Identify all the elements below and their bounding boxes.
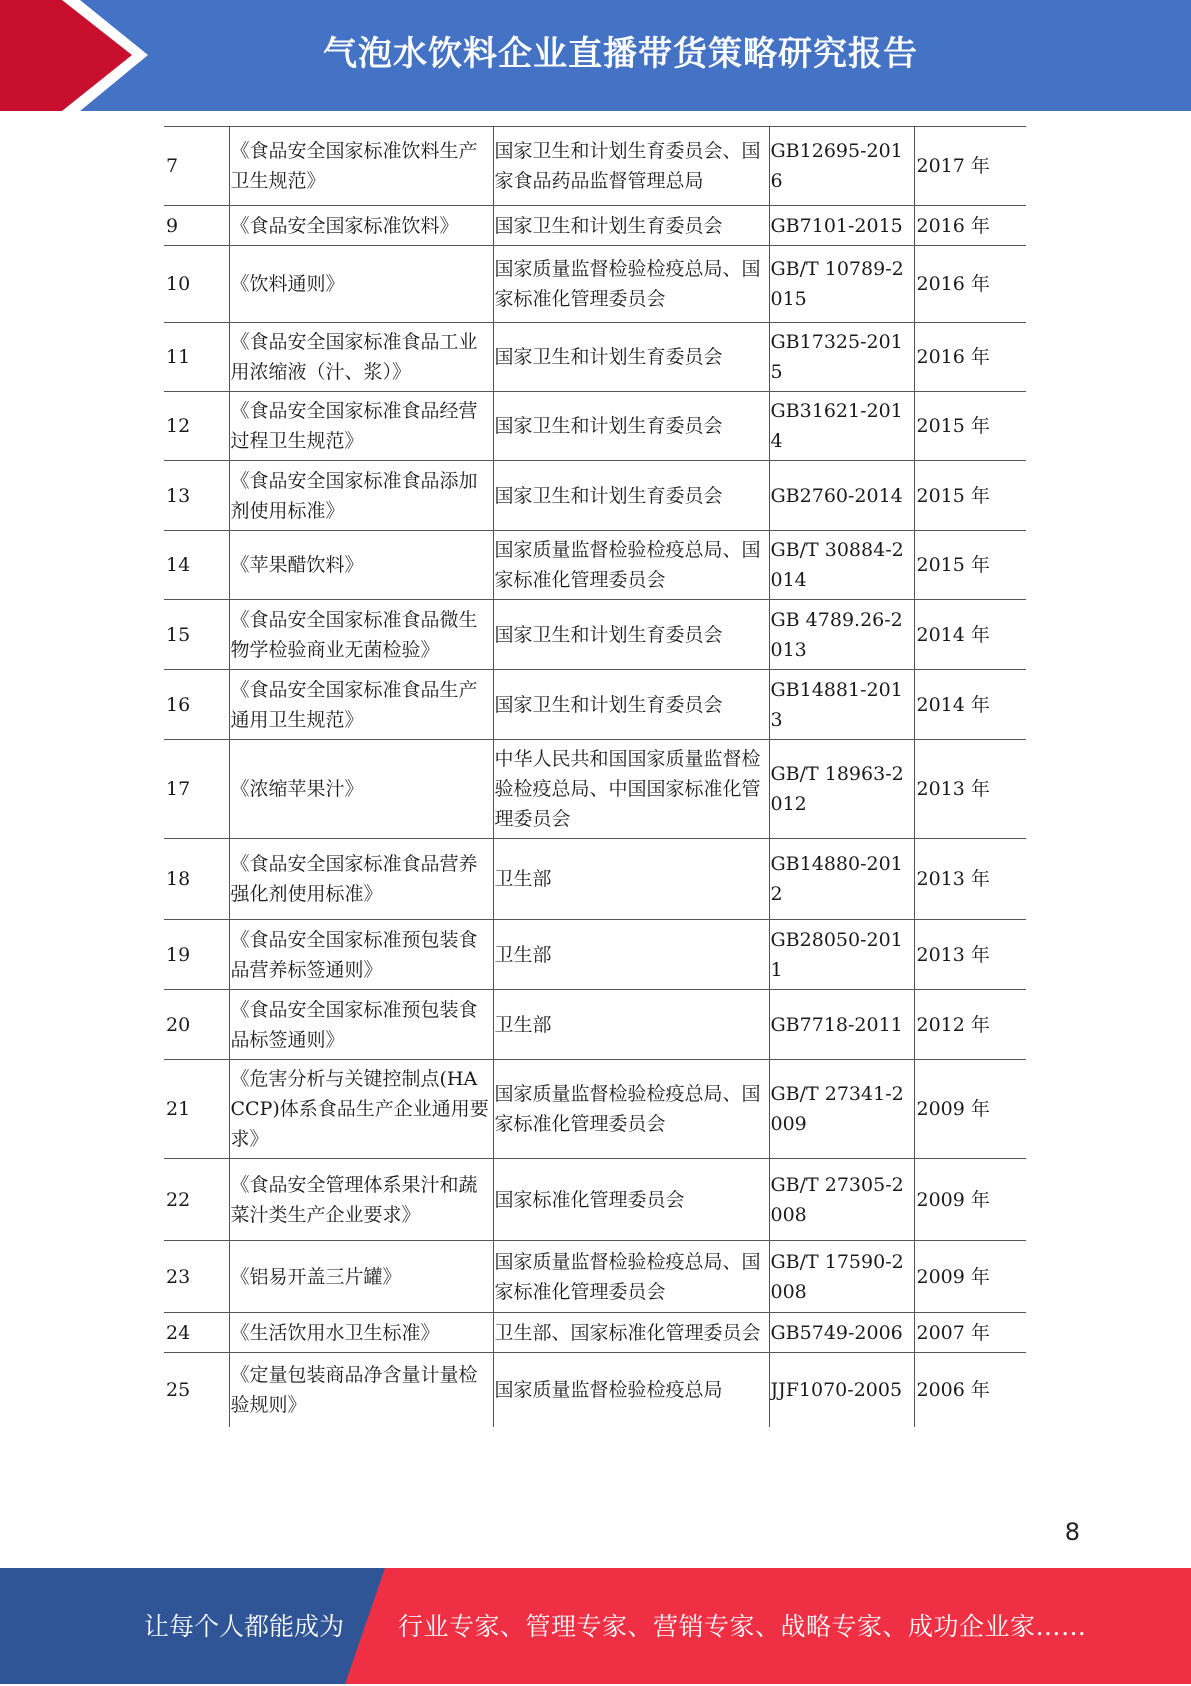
page-number: 8: [1064, 1518, 1080, 1546]
cell-standard-name: [229, 990, 493, 1060]
cell-standard-code-text: GB12695-2016: [770, 140, 903, 192]
cell-standard-name: [229, 1313, 493, 1353]
cell-year: [914, 1353, 1026, 1427]
cell-year: [914, 461, 1026, 531]
cell-standard-name: [229, 740, 493, 839]
cell-issuing-org: [493, 990, 769, 1060]
cell-year: [914, 1241, 1026, 1313]
cell-standard-name: [229, 1159, 493, 1241]
table-row: [164, 246, 1026, 323]
cell-year: [914, 206, 1026, 246]
cell-issuing-org: [493, 1353, 769, 1427]
footer-banner: [0, 1568, 1191, 1684]
cell-standard-name: [229, 839, 493, 920]
cell-year-text: 2009 年: [916, 1265, 990, 1288]
cell-year: [914, 1313, 1026, 1353]
cell-issuing-org: [493, 206, 769, 246]
cell-issuing-org: [493, 920, 769, 990]
cell-standard-code: [769, 839, 914, 920]
cell-number-text: 22: [166, 1188, 191, 1211]
cell-issuing-org: [493, 1060, 769, 1159]
cell-number: [164, 206, 229, 246]
cell-number: [164, 1313, 229, 1353]
cell-issuing-org-text: 国家卫生和计划生育委员会、国家食品药品监督管理总局: [494, 140, 761, 192]
cell-standard-code-text: GB5749-2006: [770, 1321, 903, 1344]
cell-number: [164, 600, 229, 670]
cell-issuing-org: [493, 392, 769, 461]
table-row: [164, 920, 1026, 990]
cell-year-text: 2015 年: [916, 554, 990, 576]
cell-standard-code: [769, 920, 914, 990]
cell-standard-name-text: 《生活饮用水卫生标准》: [230, 1321, 440, 1344]
cell-issuing-org-text: 国家卫生和计划生育委员会: [494, 484, 723, 507]
cell-issuing-org-text: 国家卫生和计划生育委员会: [494, 623, 723, 646]
cell-standard-name-text: 《食品安全国家标准预包装食品营养标签通则》: [230, 928, 478, 981]
cell-standard-name-text: 《食品安全管理体系果汁和蔬菜汁类生产企业要求》: [230, 1173, 478, 1226]
cell-year-text: 2016 年: [916, 273, 990, 295]
cell-standard-name-text: 《食品安全国家标准饮料》: [230, 214, 459, 237]
cell-issuing-org-text: 国家标准化管理委员会: [494, 1188, 685, 1211]
cell-year-text: 2014 年: [916, 623, 990, 646]
cell-year-text: 2009 年: [916, 1098, 990, 1120]
cell-number: [164, 1060, 229, 1159]
cell-year-text: 2016 年: [916, 346, 990, 368]
cell-number: [164, 670, 229, 740]
table-row: [164, 1159, 1026, 1241]
cell-issuing-org: [493, 127, 769, 206]
cell-number-text: 19: [166, 943, 191, 966]
cell-standard-name: [229, 1060, 493, 1159]
cell-standard-code-text: GB2760-2014: [770, 484, 903, 507]
cell-number: [164, 531, 229, 600]
cell-standard-name: [229, 246, 493, 323]
cell-standard-code: [769, 323, 914, 392]
table-row: [164, 461, 1026, 531]
cell-issuing-org: [493, 461, 769, 531]
cell-standard-code: [769, 740, 914, 839]
cell-number-text: 16: [166, 693, 191, 716]
cell-standard-code: [769, 1241, 914, 1313]
cell-issuing-org-text: 国家卫生和计划生育委员会: [494, 693, 723, 716]
cell-number-text: 12: [166, 415, 191, 437]
cell-number-text: 23: [166, 1265, 191, 1288]
cell-issuing-org: [493, 323, 769, 392]
table-row: [164, 839, 1026, 920]
cell-number-text: 18: [166, 868, 191, 890]
standards-table: [164, 126, 1026, 1427]
cell-issuing-org: [493, 531, 769, 600]
cell-standard-code-text: GB/T 27305-2008: [770, 1173, 904, 1226]
cell-standard-name: [229, 531, 493, 600]
cell-standard-code-text: GB/T 27341-2009: [770, 1083, 904, 1135]
cell-number-text: 21: [166, 1098, 191, 1120]
cell-standard-code: [769, 127, 914, 206]
cell-issuing-org-text: 国家质量监督检验检疫总局、国家标准化管理委员会: [494, 1250, 761, 1303]
cell-issuing-org: [493, 246, 769, 323]
cell-number: [164, 920, 229, 990]
cell-number: [164, 323, 229, 392]
cell-number-text: 9: [166, 214, 179, 237]
cell-standard-code: [769, 246, 914, 323]
cell-issuing-org: [493, 670, 769, 740]
cell-standard-code: [769, 392, 914, 461]
cell-year: [914, 246, 1026, 323]
cell-standard-name-text: 《铝易开盖三片罐》: [230, 1265, 402, 1288]
cell-issuing-org-text: 国家质量监督检验检疫总局: [494, 1378, 723, 1401]
cell-issuing-org: [493, 600, 769, 670]
cell-issuing-org-text: 国家卫生和计划生育委员会: [494, 214, 723, 237]
table-row: [164, 740, 1026, 839]
cell-standard-code-text: GB7718-2011: [770, 1013, 903, 1036]
cell-standard-name-text: 《食品安全国家标准饮料生产卫生规范》: [230, 140, 478, 192]
cell-number: [164, 1159, 229, 1241]
cell-standard-name-text: 《饮料通则》: [230, 273, 345, 295]
cell-number-text: 7: [166, 155, 179, 177]
cell-year: [914, 839, 1026, 920]
cell-number-text: 15: [166, 623, 191, 646]
cell-year-text: 2007 年: [916, 1321, 990, 1344]
cell-year: [914, 531, 1026, 600]
cell-standard-code: [769, 1060, 914, 1159]
cell-standard-code: [769, 461, 914, 531]
cell-standard-code: [769, 1313, 914, 1353]
cell-standard-name-text: 《苹果醋饮料》: [230, 554, 364, 576]
cell-standard-name: [229, 600, 493, 670]
cell-standard-code-text: GB28050-2011: [770, 928, 903, 981]
table-row: [164, 1313, 1026, 1353]
cell-standard-name: [229, 920, 493, 990]
cell-issuing-org-text: 中华人民共和国国家质量监督检验检疫总局、中国国家标准化管理委员会: [494, 748, 761, 830]
cell-number-text: 17: [166, 778, 191, 800]
cell-year: [914, 670, 1026, 740]
table-row: [164, 1353, 1026, 1427]
footer-slogan-right: 行业专家、管理专家、营销专家、战略专家、成功企业家……: [398, 1612, 1087, 1641]
cell-standard-name-text: 《定量包装商品净含量计量检验规则》: [230, 1363, 478, 1416]
cell-number: [164, 740, 229, 839]
cell-standard-name-text: 《食品安全国家标准食品微生物学检验商业无菌检验》: [230, 608, 478, 661]
cell-number: [164, 839, 229, 920]
cell-standard-name: [229, 323, 493, 392]
cell-standard-code-text: GB/T 17590-2008: [770, 1250, 904, 1303]
table-row: [164, 600, 1026, 670]
cell-standard-name-text: 《食品安全国家标准食品营养强化剂使用标准》: [230, 853, 478, 905]
cell-number: [164, 990, 229, 1060]
cell-standard-name: [229, 392, 493, 461]
cell-issuing-org-text: 国家卫生和计划生育委员会: [494, 415, 723, 437]
table-row: [164, 990, 1026, 1060]
cell-standard-code-text: GB17325-2015: [770, 331, 903, 383]
cell-standard-name: [229, 1241, 493, 1313]
cell-year-text: 2015 年: [916, 415, 990, 437]
standards-table-body: [164, 127, 1026, 1427]
cell-issuing-org: [493, 1159, 769, 1241]
cell-number: [164, 1353, 229, 1427]
cell-issuing-org-text: 卫生部、国家标准化管理委员会: [494, 1321, 761, 1344]
cell-standard-code-text: GB 4789.26-2013: [770, 608, 903, 661]
cell-standard-code: [769, 1159, 914, 1241]
cell-standard-code: [769, 670, 914, 740]
cell-standard-name: [229, 127, 493, 206]
cell-year-text: 2013 年: [916, 943, 990, 966]
cell-standard-name-text: 《食品安全国家标准食品工业用浓缩液（汁、浆）》: [230, 331, 478, 383]
cell-standard-code-text: GB/T 18963-2012: [770, 763, 904, 815]
table-row: [164, 670, 1026, 740]
cell-standard-code-text: GB/T 10789-2015: [770, 258, 904, 310]
cell-number-text: 10: [166, 273, 191, 295]
cell-standard-code-text: JJF1070-2005: [770, 1378, 903, 1401]
cell-year: [914, 990, 1026, 1060]
cell-issuing-org: [493, 839, 769, 920]
cell-number-text: 13: [166, 484, 191, 507]
table-row: [164, 1060, 1026, 1159]
cell-standard-name-text: 《食品安全国家标准预包装食品标签通则》: [230, 998, 478, 1051]
document-title: 气泡水饮料企业直播带货策略研究报告: [323, 34, 918, 74]
cell-number-text: 25: [166, 1378, 191, 1401]
cell-number-text: 14: [166, 554, 191, 576]
cell-year-text: 2013 年: [916, 778, 990, 800]
cell-standard-code-text: GB14881-2013: [770, 678, 903, 731]
cell-standard-name-text: 《食品安全国家标准食品添加剂使用标准》: [230, 469, 478, 522]
cell-year-text: 2013 年: [916, 868, 990, 890]
cell-issuing-org-text: 国家质量监督检验检疫总局、国家标准化管理委员会: [494, 539, 761, 591]
cell-standard-name: [229, 1353, 493, 1427]
cell-number: [164, 1241, 229, 1313]
cell-standard-code-text: GB7101-2015: [770, 214, 903, 237]
cell-issuing-org-text: 国家卫生和计划生育委员会: [494, 346, 723, 368]
cell-issuing-org: [493, 740, 769, 839]
cell-standard-code: [769, 600, 914, 670]
cell-issuing-org: [493, 1313, 769, 1353]
cell-standard-code: [769, 1353, 914, 1427]
cell-number-text: 20: [166, 1013, 191, 1036]
cell-issuing-org-text: 卫生部: [494, 868, 552, 890]
cell-issuing-org-text: 国家质量监督检验检疫总局、国家标准化管理委员会: [494, 1083, 761, 1135]
cell-issuing-org: [493, 1241, 769, 1313]
table-row: [164, 323, 1026, 392]
cell-standard-name: [229, 461, 493, 531]
cell-issuing-org-text: 卫生部: [494, 1013, 552, 1036]
cell-year: [914, 740, 1026, 839]
cell-standard-name-text: 《食品安全国家标准食品生产通用卫生规范》: [230, 678, 478, 731]
footer-slogan-left: 让每个人都能成为: [144, 1612, 345, 1641]
cell-number: [164, 392, 229, 461]
cell-standard-code: [769, 531, 914, 600]
cell-year: [914, 127, 1026, 206]
cell-number-text: 24: [166, 1321, 191, 1344]
cell-standard-code-text: GB31621-2014: [770, 400, 903, 452]
cell-year: [914, 1159, 1026, 1241]
table-row: [164, 206, 1026, 246]
cell-standard-name-text: 《危害分析与关键控制点(HACCP)体系食品生产企业通用要求》: [230, 1068, 489, 1150]
cell-standard-code: [769, 990, 914, 1060]
header-banner: [0, 0, 1191, 111]
cell-year-text: 2012 年: [916, 1013, 990, 1036]
cell-year: [914, 600, 1026, 670]
cell-standard-name: [229, 670, 493, 740]
cell-standard-code-text: GB/T 30884-2014: [770, 539, 904, 591]
cell-number: [164, 461, 229, 531]
cell-year-text: 2017 年: [916, 155, 990, 177]
table-row: [164, 392, 1026, 461]
cell-number: [164, 127, 229, 206]
table-row: [164, 127, 1026, 206]
cell-year: [914, 323, 1026, 392]
cell-number: [164, 246, 229, 323]
cell-standard-name: [229, 206, 493, 246]
cell-year: [914, 920, 1026, 990]
cell-year: [914, 1060, 1026, 1159]
cell-standard-name-text: 《浓缩苹果汁》: [230, 778, 364, 800]
table-row: [164, 531, 1026, 600]
cell-standard-code: [769, 206, 914, 246]
cell-year-text: 2006 年: [916, 1378, 990, 1401]
cell-standard-code-text: GB14880-2012: [770, 853, 903, 905]
cell-year: [914, 392, 1026, 461]
cell-year-text: 2014 年: [916, 693, 990, 716]
table-row: [164, 1241, 1026, 1313]
cell-issuing-org-text: 卫生部: [494, 943, 552, 966]
cell-year-text: 2015 年: [916, 484, 990, 507]
cell-number-text: 11: [166, 346, 191, 368]
cell-issuing-org-text: 国家质量监督检验检疫总局、国家标准化管理委员会: [494, 258, 761, 310]
cell-standard-name-text: 《食品安全国家标准食品经营过程卫生规范》: [230, 400, 478, 452]
cell-year-text: 2009 年: [916, 1188, 990, 1211]
cell-year-text: 2016 年: [916, 214, 990, 237]
